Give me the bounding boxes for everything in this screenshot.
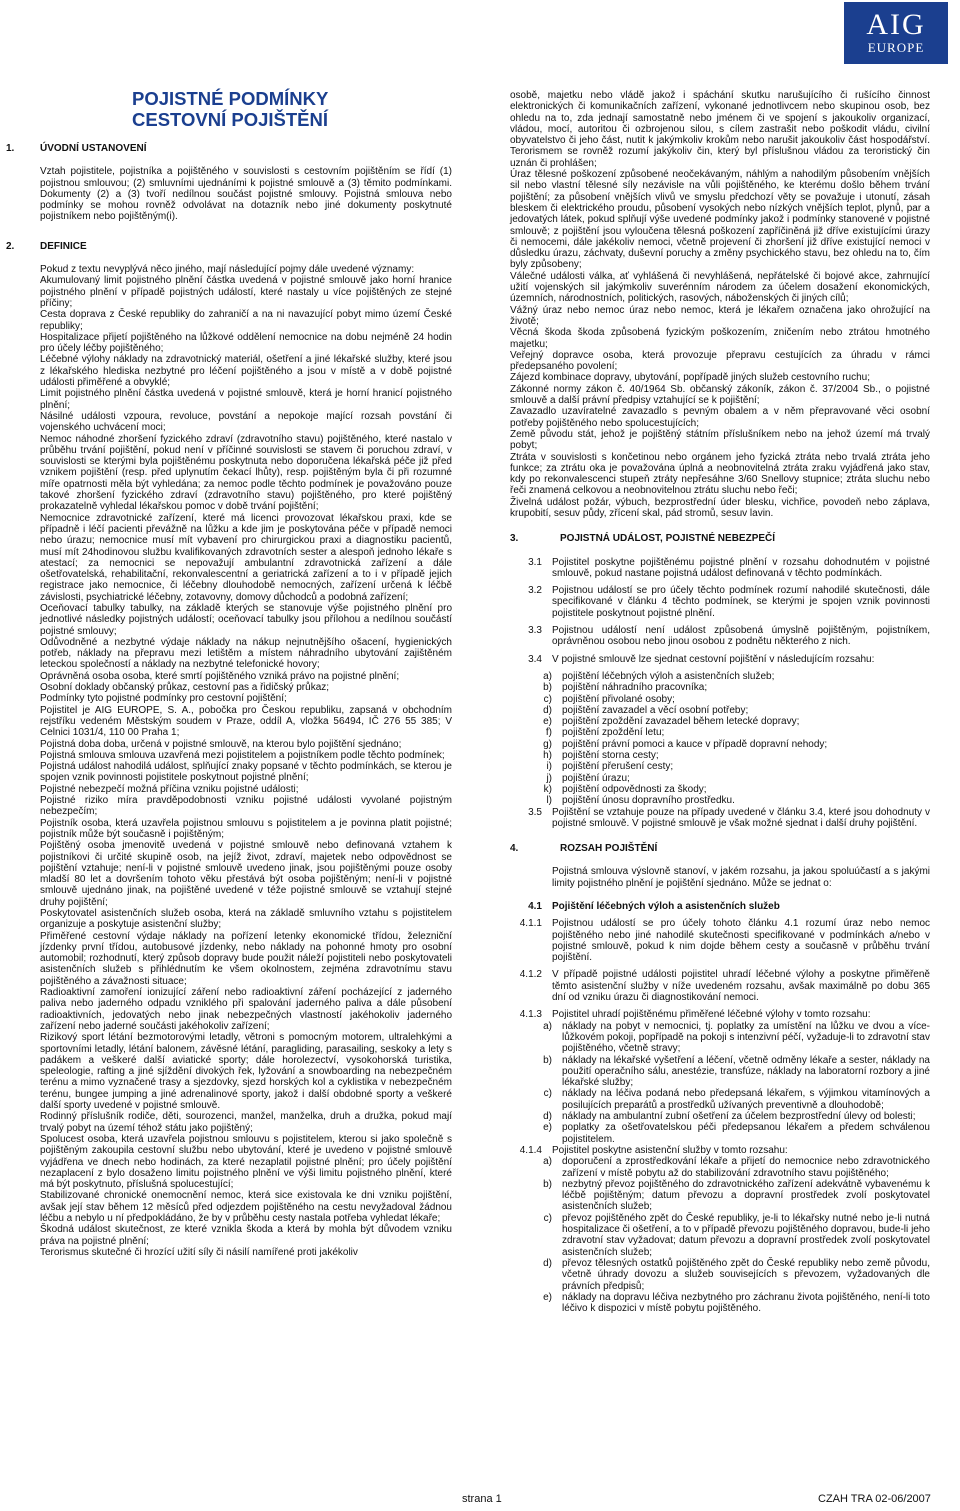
- definition-item: Terorismus skutečné či hrozící užití síly či násilí namířené proti jakékoliv: [40, 1246, 358, 1258]
- section-title: ÚVODNÍ USTANOVENÍ: [40, 143, 147, 154]
- item-text: pojištění zpoždění zavazadel během letecké dopravy;: [562, 716, 800, 728]
- item-text: pojištění přerušení cesty;: [562, 761, 674, 773]
- item-label: k): [543, 783, 552, 795]
- item-label: a): [543, 1020, 552, 1032]
- clause-4-1-4-list: [510, 1156, 930, 1314]
- item-label: b): [543, 1178, 552, 1190]
- item-text: pojištění únosu dopravního prostředku.: [562, 795, 735, 807]
- clause-item: [510, 969, 930, 1003]
- list-item: [510, 716, 930, 727]
- item-text: pojištění přivolané osoby;: [562, 693, 675, 705]
- item-text: pojištění úrazu;: [562, 772, 630, 784]
- list-item: [510, 1122, 930, 1145]
- clause-number: 4.1: [528, 901, 542, 912]
- list-item: [510, 761, 930, 772]
- clause-item: [510, 557, 930, 580]
- section-4-intro: [510, 866, 930, 889]
- definition-item: Oprávněná osoba osoba, které smrtí pojištěného vzniká právo na pojistné plnění;: [40, 670, 400, 682]
- left-column: [6, 143, 452, 1258]
- list-item: [510, 773, 930, 784]
- aig-logo: [844, 2, 948, 64]
- item-text: náklady na ambulantní zubní ošetření za účelem bezprostřední úlevy od bolesti;: [562, 1111, 916, 1123]
- section-1-heading: [6, 143, 452, 154]
- section-title: ROZSAH POJIŠTĚNÍ: [560, 843, 658, 855]
- item-text: převoz pojištěného zpět do České republiky, je-li to lékařsky nutné nebo je-li nutná hospitalizace či ošetření, a to v případě převozu pojištěného dopravou, bude-li jeho zdravotní stav vyžadovat; datum převozu a dopravní prostředek zvolí poskytovatel asistenčních služeb;: [562, 1212, 930, 1258]
- document-code: CZAH TRA 02-06/2007: [818, 1493, 931, 1505]
- section-title: DEFINICE: [40, 240, 87, 252]
- clause-text: Pojištění se vztahuje pouze na případy uvedené v článku 3.4, které jsou dohodnuty v pojistné smlouvě. V pojistné smlouvě je však možné sjednat i další druhy pojištění.: [552, 806, 930, 829]
- item-text: V pojistné smlouvě lze sjednat cestovní pojištění v následujícím rozsahu:: [552, 653, 875, 665]
- item-label: l): [546, 795, 552, 807]
- item-label: c): [543, 1212, 552, 1224]
- section-number: 1.: [6, 143, 15, 154]
- item-text: pojištění právní pomoci a kauce v případě dopravní nehody;: [562, 738, 828, 750]
- clause-4-1-heading: [510, 901, 930, 912]
- definition-item: Limit pojistného plnění částka uvedená v pojistné smlouvě, která je horní hranicí pojistného plnění;: [40, 388, 452, 411]
- definition-item: Akumulovaný limit pojistného plnění částka uvedená v pojistné smlouvě jako horní hranice pojistného plnění v případě pojistných událostí, které nastaly u více pojištěných ze stejné příčiny;: [40, 275, 452, 309]
- item-label: j): [546, 772, 552, 784]
- definition-item: Veřejný dopravce osoba, která provozuje přepravu cestujících za úhradu v rámci předepsaného povolení;: [510, 349, 930, 373]
- clause-item: [510, 918, 930, 963]
- item-label: e): [543, 1122, 552, 1134]
- item-label: 3.1: [528, 556, 542, 568]
- item-label: c): [543, 693, 552, 705]
- clause-item: [510, 625, 930, 648]
- section-3-clauses: [510, 557, 930, 665]
- definition-item: osobě, majetku nebo vládě jakož i spáchání skutku narušujícího či rušícího činnost elektronických či komunikačních zařízení, vykonané jednotlivcem nebo skupinou osob, bez ohledu na to, zda jednají samostatně nebo jménem či ve spojení s jakoukoliv organizací, vládou, mocí, autoritou či ozbrojenou silou, s cílem zastrašit nebo poškodit vládu, civilní obyvatelstvo či jeho část, nutit k jakýmkoliv krokům nebo narušit jakoukoliv část hospodářství. Terorismem se rovněž rozumí jakýkoliv čin, který byl příslušnou vládou za teroristický čin uznán či prohlášen;: [510, 90, 930, 169]
- definitions-list: [40, 275, 452, 1258]
- definition-item: Nemoc náhodné zhoršení fyzického zdraví (zdravotního stavu) pojištěného, které nastalo v průběhu trvání pojištění, pokud není v příčinné souvislosti se stavem či poruchou zdraví, v souvislosti se kterými byla pojištěnému poskytnuta nebo doporučena lékařská péče již před vznikem pojištění (resp. před uplynutím čekací lhůty), resp. pojištěným byla či při rozumné míře opatrnosti měla být vyhledána; za nemoc podle těchto podmínek je považováno pouze takové zhoršení fyzického zdraví (zdravotního stavu) pojištěného, pro které pojištěný prokazatelně vyhledal lékařskou pomoc v době trvání pojištění;: [40, 433, 452, 513]
- item-label: i): [546, 761, 552, 773]
- item-label: a): [543, 670, 552, 682]
- list-item: [510, 1111, 930, 1122]
- list-item: [510, 1179, 930, 1213]
- section-title: POJISTNÁ UDÁLOST, POJISTNÉ NEBEZPEČÍ: [560, 533, 776, 545]
- definition-item: Léčebné výlohy náklady na zdravotnický materiál, ošetření a jiné lékařské služby, které jsou z lékařského hlediska nezbytné pro léčení pojištěného a jsou v místě a v době pojistné události přiměřené a obvyklé;: [40, 354, 452, 389]
- clause-text: Pojistitel poskytne asistenční služby v tomto rozsahu:: [552, 1144, 788, 1156]
- list-item: [510, 727, 930, 738]
- section-number: 3.: [510, 533, 519, 545]
- definition-item: Zavazadlo uzavíratelné zavazadlo s pevným obalem a v něm přepravované věci osobní potřeby pojištěného nebo spolucestujících;: [510, 406, 930, 429]
- item-text: náklady na dopravu léčiva nezbytného pro záchranu života pojištěného, není-li toto léčivo k dispozici v místě pobytu pojištěného.: [562, 1291, 930, 1315]
- item-label: e): [543, 1291, 552, 1303]
- list-item: [510, 1258, 930, 1292]
- item-label: 3.4: [528, 653, 542, 665]
- item-text: poplatky za ošetřovatelskou péči předepsanou lékařem a předem schválenou pojistitelem.: [562, 1122, 930, 1145]
- item-text: Pojistnou událostí není událost způsobená úmyslně pojištěným, pojistníkem, oprávněnou osobou nebo jinou osobou z podnětu některého z nich.: [552, 625, 930, 648]
- definitions-intro: Pokud z textu nevyplývá něco jiného, mají následující pojmy dále uvedené významy:: [40, 264, 415, 276]
- section-3-heading: [510, 533, 930, 544]
- definition-item: Přiměřené cestovní výdaje náklady na pořízení letenky ekonomické třídou, železniční jízdenky první třídou, autobusové jízdenky, nebo náklady na pohonné hmoty pro osobní automobil; rozhodnutí, který způsob dopravy bude použit náleží pojistiteli nebo poskytovateli asistenčních služeb s přihlédnutím ke všem okolnostem, zejména zdravotnímu stavu pojištěného a závažnosti situace;: [40, 930, 452, 987]
- item-text: Pojistnou událostí se pro účely těchto podmínek rozumí nahodilé skutečnosti, dále specifikované v článku 4 těchto podmínek, se kterými je spojen vznik povinnosti pojistitele poskytnout pojistné plnění.: [552, 585, 930, 619]
- item-label: d): [543, 704, 552, 716]
- clause-title: Pojištění léčebných výloh a asistenčních služeb: [552, 901, 780, 912]
- item-text: pojištění zavazadel a věcí osobní potřeby;: [562, 704, 749, 716]
- definition-item: Válečné události válka, ať vyhlášená či nevyhlášená, nepřátelské či bojové akce, zahrnující užití vojenských sil jakýmkoliv suverénním národem za účelem dosažení ekonomických, územních, národnostních, politických, rasových, náboženských či jiných cílů;: [510, 270, 930, 305]
- intro-paragraph: Vztah pojistitele, pojistníka a pojištěného v souvislosti s cestovním pojištěním se řídí (1) pojistnou smlouvou; (2) smluvními ujednáními k pojistné smlouvě a (3) těmito podmínkami. Dokumenty (2) a (3) tvoří nedílnou součást pojistné smlouvy. Pojistná smlouva nebo podmínky se mohou rovněž odvolávat na dotazník nebo jiné dokumenty poskytnuté pojistníkem nebo pojištěným(i).: [40, 166, 452, 223]
- item-text: nezbytný převoz pojištěného do zdravotnického zařízení adekvátně vybavenému k léčbě pojištěným; datum převozu a dopravní prostředek zvolí poskytovatel asistenčních služeb;: [562, 1178, 930, 1213]
- definition-item: Radioaktivní zamoření ionizující záření nebo radioaktivní záření pocházející z jaderného paliva nebo jaderného odpadu vzniklého při spalování jaderného paliva a dále působení radioaktivních, jedovatých nebo jinak nebezpečných vlastností jakéhokoliv jaderného zařízení nebo jaderné součásti jakéhokoliv zařízení;: [40, 987, 452, 1032]
- right-column: [510, 90, 930, 1314]
- item-text: Pojistitel poskytne pojištěnému pojistné plnění v rozsahu dohodnutém v pojistné smlouvě, pokud nastane pojistná událost definovaná v těchto podmínkách.: [552, 556, 930, 579]
- list-item: [510, 750, 930, 761]
- item-text: Pojistitel uhradí pojištěnému přiměřené léčebné výlohy v tomto rozsahu:: [552, 1009, 871, 1021]
- definition-item: Věcná škoda škoda způsobená fyzickým poškozením, zničením nebo ztrátou hmotného majetku;: [510, 327, 930, 350]
- list-item: [510, 1292, 930, 1315]
- item-label: 3.3: [528, 625, 542, 637]
- definition-item: Země původu stát, jehož je pojištěný státním příslušníkem nebo na jehož území má trvalý pobyt;: [510, 428, 930, 452]
- item-label: 4.1.2: [519, 969, 542, 981]
- definition-item: Hospitalizace přijetí pojištěného na lůžkové oddělení nemocnice na dobu nejméně 24 hodin pro účely léčby pojištěného;: [40, 331, 452, 355]
- list-item: [510, 682, 930, 693]
- item-label: 4.1.1: [519, 918, 542, 930]
- definition-item: Pojistná doba doba, určená v pojistné smlouvě, na kterou bylo pojištění sjednáno;: [40, 738, 402, 750]
- definition-item: Pojištěný osoba jmenovitě uvedená v pojistné smlouvě nebo definovaná vztahem k pojistníkovi či určité skupině osob, na jejíž život, zdraví, majetek nebo odpovědnost se pojištění vztahuje; není-li v pojistné smlouvě uvedeno jinak, jsou pojištěnými pouze osoby mladší 80 let a dovršením tohoto věku přestává být osoba pojištěným; není-li v pojistné smlouvě ujednáno jinak, na pojištěné uvedené v téže pojistné smlouvě se vztahují stejné druhy pojištění;: [40, 840, 452, 908]
- definition-item: Pojistník osoba, která uzavřela pojistnou smlouvu s pojistitelem a je povinna platit pojistné; pojistník může být současně i pojištěným;: [40, 817, 452, 840]
- clause-item: [510, 654, 930, 665]
- item-label: a): [543, 1156, 552, 1168]
- definition-item: Oceňovací tabulky tabulky, na základě kterých se stanovuje výše pojistného plnění pro jednotlivé následky pojistných událostí; oceňovací tabulky jsou přílohou a nedílnou součástí pojistné smlouvy;: [40, 602, 452, 637]
- definition-item: Poskytovatel asistenčních služeb osoba, která na základě smluvního vztahu s pojistitelem organizuje a poskytuje asistenční služby;: [40, 908, 452, 931]
- item-text: pojištění storna cesty;: [562, 750, 659, 762]
- clause-number: 3.5: [528, 806, 542, 818]
- item-text: doporučení a zprostředkování lékaře a přijetí do nemocnice nebo zdravotnického zařízení v místě pobytu až do stabilizování zdravotního stavu pojištěného;: [562, 1156, 930, 1179]
- logo-subtext: EUROPE: [867, 40, 925, 55]
- definition-item: Cesta doprava z České republiky do zahraničí a na ni navazující pobyt mimo území České republiky;: [40, 309, 452, 332]
- definition-item: Rodinný příslušník rodiče, děti, sourozenci, manžel, manželka, druh a družka, pokud mají trvalý pobyt na území téhož státu jako pojištěný;: [40, 1111, 452, 1134]
- item-text: náklady na lékařské vyšetření a léčení, včetně odměny lékaře a sester, náklady na použití operačního sálu, anestézie, transfúze, náklady na laboratorní rozbory a jiné lékařské služby;: [562, 1054, 930, 1089]
- list-item: [510, 694, 930, 705]
- definition-item: Ztráta v souvislosti s končetinou nebo orgánem jeho fyzická ztráta nebo trvalá ztráta jeho funkce; za ztrátu oka je považována úplná a neobnovitelná ztráta zraku vyjádřená jako stav, kdy po rekonvalescenci stupeň ztráty nepřesáhne 3/60 Snellovy stupnice; ztráta sluchu nebo řeči znamená celkovou a neobnovitelnou ztrátu sluchu nebo řeči;: [510, 451, 930, 497]
- definition-item: Spolucest osoba, která uzavřela pojistnou smlouvu s pojistitelem, kterou si jako společně s pojištěným zakoupila cestovní službu nebo ubytování, které je uvedeno v pojistné smlouvě vyjádřena ve dnech nebo hodinách, za které nezaplatil pojistné plnění; pro účely pojištění nezaplacení z bylo dosaženo limitu pojistného plnění ve výši limitu pojistného plnění, které má být poskytnuto, příslušná spolucestující;: [40, 1133, 452, 1191]
- page-number: strana 1: [462, 1493, 502, 1505]
- definition-item: Zákonné normy zákon č. 40/1964 Sb. občanský zákoník, zákon č. 37/2004 Sb., o pojistné smlouvě a další právní předpisy vztahující se k pojištění;: [510, 383, 930, 407]
- item-label: 3.2: [528, 585, 542, 597]
- item-text: pojištění náhradního pracovníka;: [562, 682, 708, 694]
- list-item: [510, 795, 930, 806]
- definition-item: Pojistná událost nahodilá událost, splňující znaky popsané v těchto podmínkách, se kterou je spojen vznik povinnosti pojistitele poskytnout pojistné plnění;: [40, 761, 452, 784]
- clause-number: 4.1.4: [519, 1144, 542, 1156]
- item-label: b): [543, 682, 552, 694]
- definition-item: Stabilizované chronické onemocnění nemoc, která sice existovala ke dni vzniku pojištění, avšak její stav během 12 měsíců před odjezdem pojištěného na cestu nevyžadoval žádnou léčbu a nebylo u ní předpokládáno, že by v průběhu cesty nastala potřeba vyhledat lékaře;: [40, 1190, 452, 1225]
- clause-3-5: [510, 807, 930, 830]
- list-item: [510, 1088, 930, 1111]
- intro-text: Pojistná smlouva výslovně stanoví, v jakém rozsahu, ja jakou spoluúčastí a s jakými limity pojistného plnění je pojištění sjednáno. Může se jednat o:: [552, 866, 930, 889]
- item-label: d): [543, 1257, 552, 1269]
- item-text: pojištění zpoždění letu;: [562, 727, 665, 739]
- list-item: [510, 705, 930, 716]
- definition-item: Nemocnice zdravotnické zařízení, které má licenci provozovat lékařskou praxi, kde se případně i léčí pacienti převážně na lůžku a kde jim je poskytována péče v případě nemoci nebo úrazu; nemocnice musí mít vybavení pro chirurgickou praxi a diagnostiku pacientů, musí mít 24hodinovou službu kvalifikovaných zdravotních sester a alespoň jednoho lékaře s atestací; za nemocnici se nepovažují ambulantní zdravotnická zařízení a dále ošetřovatelská, rehabilitační, rekonvalescentní a geriatrická zařízení a to i v případě jejich registrace jako nemocnice, či léčebny dlouhodobě nemocných, zařízení určená k léčbě závislosti, psychiatrické léčebny, zotavovny, domovy důchodců a podobná zařízení;: [40, 512, 452, 603]
- definition-item: Úraz tělesné poškození způsobené neočekávaným, náhlým a nahodilým působením vnějších sil nebo vlastní tělesné síly nezávisle na vůli pojištěného, ke kterému došlo během trvání pojištění; za působení vnějších vlivů ve smyslu předchozí věty se považuje i utonutí, zásah bleskem či elektrického proudu, působení vysokých nebo nízkých vnějších teplot, plynů, par a jedovatých látek, pokud splňují výše uvedené podmínky jakož i podmínky stanovené v pojistné smlouvě; z pojištění jsou vyloučena tělesná poškození zapříčiněná již dříve existujícími úrazy či nemocemi, dále jakékoliv nemoci, včetně projevení či zhoršení již dříve existující nemoci v důsledku úrazu, záchvaty, duševní poruchy a změny psychického stavu, bez ohledu na to, čím byly způsobeny;: [510, 169, 930, 271]
- definition-item: Odůvodněné a nezbytné výdaje náklady na nákup nejnutnějšího ošacení, hygienických potřeb, náklady na přepravu mezi letištěm a místem náhradního ubytování zajištěném leteckou společností a náklady na nezbytné telefonické hovory;: [40, 636, 452, 671]
- item-label: e): [543, 716, 552, 728]
- item-text: pojištění odpovědnosti za škody;: [562, 783, 707, 795]
- section-number: 2.: [6, 240, 15, 252]
- title-line-1: POJISTNÉ PODMÍNKY: [132, 88, 329, 109]
- list-item: [510, 1055, 930, 1089]
- item-text: Pojistnou událostí se pro účely tohoto článku 4.1 rozumí úraz nebo nemoc pojištěného nebo jiné nahodilé skutečnosti specifikované v podmínkách a/nebo v pojistné smlouvě, pokud k nim dojde během cesty a současně v průběhu trvání pojištění.: [552, 918, 930, 964]
- definitions-continued: [510, 90, 930, 519]
- item-label: c): [543, 1088, 552, 1100]
- definition-item: Pojistné nebezpečí možná příčina vzniku pojistné události;: [40, 783, 299, 795]
- section-number: 4.: [510, 843, 519, 855]
- definition-item: Osobní doklady občanský průkaz, cestovní pas a řidičský průkaz;: [40, 682, 330, 694]
- item-text: V případě pojistné události pojistitel uhradí léčebné výlohy a poskytne přiměřeně těmto asistenční služby v níže uvedeném rozsahu, avšak maximálně po dobu 365 dní od vzniku úrazu či diagnostikování nemoci.: [552, 969, 930, 1004]
- list-item: [510, 739, 930, 750]
- clause-3-4-list: [510, 671, 930, 807]
- list-item: [510, 1021, 930, 1055]
- definition-item: Živelná událost požár, výbuch, bezprostřední úder blesku, vichřice, povodeň nebo záplava, krupobití, sesuv půdy, zřícení skal, pád stromů, sesuv lavin.: [510, 496, 930, 519]
- title-line-2: CESTOVNÍ POJIŠTĚNÍ: [132, 109, 329, 130]
- clause-item: [510, 585, 930, 619]
- section-4-heading: [510, 843, 930, 854]
- logo-text: AIG: [866, 8, 926, 41]
- clause-4-1-4: [510, 1145, 930, 1156]
- item-text: převoz tělesných ostatků pojištěného zpět do České republiky nebo země původu, včetně úhrady dovozu a služeb souvisejících s převozem, vyžadovaných dle právních předpisů;: [562, 1257, 930, 1292]
- definition-item: Pojistitel je AIG EUROPE, S. A., pobočka pro Českou republiku, zapsaná v obchodním rejstříku vedeném Městským soudem v Praze, oddíl A, vložka 56494, IČ 276 55 385; V Celnici 1031/4, 110 00 Praha 1;: [40, 704, 452, 739]
- definition-item: Vážný úraz nebo nemoc úraz nebo nemoc, která je lékařem označena jako ohrožující na životě;: [510, 304, 930, 327]
- list-item: [510, 1213, 930, 1258]
- item-label: d): [543, 1111, 552, 1123]
- clause-item: [510, 1009, 930, 1020]
- definition-item: Pojistná smlouva smlouva uzavřená mezi pojistitelem a pojistníkem podle těchto podmínek;: [40, 749, 445, 761]
- item-label: 4.1.3: [519, 1009, 542, 1021]
- list-item: [510, 1156, 930, 1179]
- item-text: náklady na pobyt v nemocnici, tj. poplatky za umístění na lůžku ve dvou a více-lůžkovém pokoji, popřípadě na pokoji s intenzivní péčí, vyžaduje-li to zdravotní stav pojištěného, včetně stravy;: [562, 1020, 930, 1055]
- definition-item: Zájezd kombinace dopravy, ubytování, popřípadě jiných služeb cestovního ruchu;: [510, 372, 871, 384]
- clause-4-1-3-list: [510, 1021, 930, 1145]
- item-label: f): [545, 727, 552, 739]
- item-label: h): [543, 750, 552, 762]
- item-text: náklady na léčiva podaná nebo předepsaná lékařem, s výjimkou vitamínových a posilujících preparátů a prostředků užívaných preventivně a dlouhodobě;: [562, 1088, 930, 1111]
- document-title: [132, 88, 372, 130]
- section-4-clauses: [510, 918, 930, 1020]
- definition-item: Škodná událost skutečnost, ze které vznikla škoda a která by mohla být důvodem vzniku práva na pojistné plnění;: [40, 1224, 452, 1247]
- definition-item: Podmínky tyto pojistné podmínky pro cestovní pojištění;: [40, 693, 287, 705]
- list-item: [510, 784, 930, 795]
- section-2-heading: [6, 240, 452, 252]
- list-item: [510, 671, 930, 682]
- definition-item: Násilné události vzpoura, revoluce, povstání a nepokoje mající rozsah povstání či vojenského uchvácení moci;: [40, 410, 452, 434]
- item-label: b): [543, 1054, 552, 1066]
- definition-item: Rizikový sport létání bezmotorovými letadly, větroni s pomocným motorem, ultralehkými a sportovními letadly, létání balonem, závěsné létání, paragliding, parasailing, seskoky a lety s padákem a veškeré další aviatické sporty; dále horolezectví, vysokohorská turistika, speleologie, rafting a jiné sjíždění divokých řek, lyžování a snowboarding na nebezpečném terénu a mimo vyznačené trasy a sjezdovky, sjezd horských kol a cyklistika v nebezpečném terénu, bungee jumping a jiné adrenalinové sporty, jakož i další obdobné sporty a veškeré další sporty uvedené v pojistné smlouvě.: [40, 1032, 452, 1112]
- item-label: g): [543, 738, 552, 750]
- item-text: pojištění léčebných výloh a asistenčních služeb;: [562, 670, 775, 682]
- definition-item: Pojistné riziko míra pravděpodobnosti vzniku pojistné události vyvolané pojistným nebezpečím;: [40, 795, 452, 818]
